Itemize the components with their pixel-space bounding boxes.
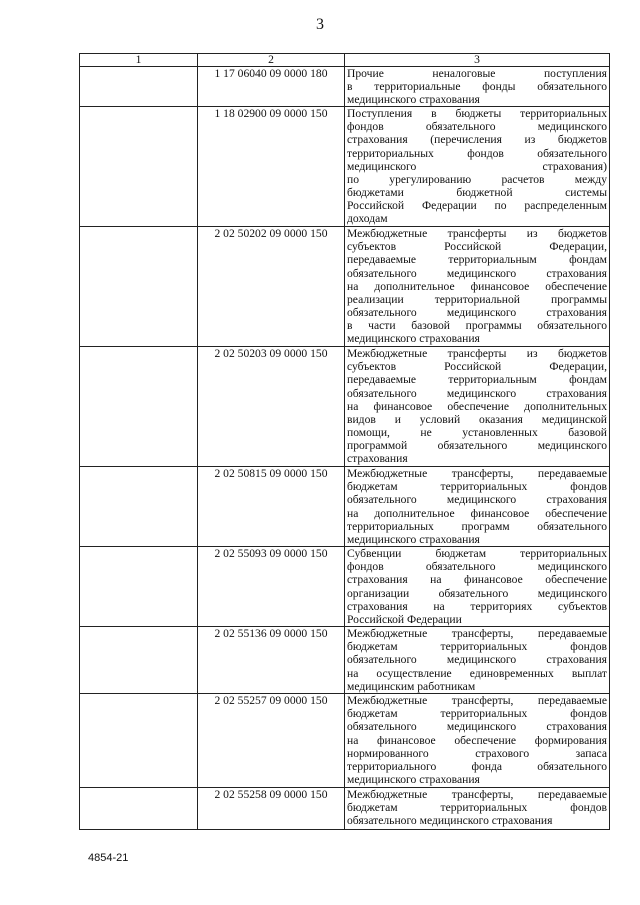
description-line: фондов обязательного медицинского: [347, 120, 607, 134]
header-col-1: 1: [80, 54, 198, 67]
description-cell: [345, 467, 610, 547]
table-row: [80, 467, 610, 547]
table-row: [80, 67, 610, 107]
document-number: 4854-21: [88, 852, 129, 864]
description-line: медицинским работникам: [347, 679, 476, 693]
description-line: медицинского страхования: [347, 332, 480, 346]
description-cell: [345, 627, 610, 694]
description-line: территориального фонда обязательного: [347, 759, 607, 773]
description-line: нормированного страхового запаса: [347, 746, 607, 760]
table-row: [80, 347, 610, 467]
cell-col-1: [80, 627, 198, 694]
header-col-2: 2: [198, 54, 345, 67]
table-row: [80, 627, 610, 694]
budget-code-cell: 2 02 55258 09 0000 150: [198, 788, 345, 830]
table-row: [80, 694, 610, 788]
description-line: бюджетам территориальных фондов: [347, 707, 607, 721]
description-line: Субвенции бюджетам территориальных: [347, 547, 607, 561]
page-number: 3: [316, 16, 324, 33]
description-line: субъектов Российской Федерации,: [347, 240, 607, 254]
description-line: по урегулированию расчетов между: [347, 172, 607, 186]
table-row: [80, 547, 610, 627]
table-row: [80, 227, 610, 347]
description-line: территориальных фондов обязательного: [347, 146, 607, 160]
description-line: Российской Федерации по распределенным: [347, 198, 607, 212]
description-line: в части базовой программы обязательного: [347, 318, 607, 332]
description-line: Межбюджетные трансферты, передаваемые: [347, 627, 607, 641]
description-line: Межбюджетные трансферты из бюджетов: [347, 227, 607, 241]
description-line: реализации территориальной программы: [347, 292, 607, 306]
description-line: на дополнительное финансовое обеспечение: [347, 279, 607, 293]
description-line: субъектов Российской Федерации,: [347, 360, 607, 374]
description-line: обязательного медицинского страхования: [347, 305, 607, 319]
description-line: Российской Федерации: [347, 612, 462, 626]
description-line: обязательного медицинского страхования: [347, 386, 607, 400]
table-row: [80, 107, 610, 227]
description-line: Межбюджетные трансферты, передаваемые: [347, 694, 607, 708]
description-line: передаваемые территориальным фондам: [347, 373, 607, 387]
description-cell: [345, 547, 610, 627]
budget-code-cell: 2 02 55136 09 0000 150: [198, 627, 345, 694]
cell-col-1: [80, 467, 198, 547]
description-line: обязательного медицинского страхования: [347, 493, 607, 507]
cell-col-1: [80, 547, 198, 627]
description-line: бюджетам территориальных фондов: [347, 480, 607, 494]
table-header-row: [80, 54, 610, 67]
description-line: на финансовое обеспечение формирования: [347, 733, 607, 747]
description-line: обязательного медицинского страхования: [347, 653, 607, 667]
description-line: Межбюджетные трансферты из бюджетов: [347, 347, 607, 361]
description-line: обязательного медицинского страхования: [347, 814, 553, 828]
budget-codes-table: [79, 53, 610, 830]
description-line: в территориальные фонды обязательного: [347, 80, 607, 94]
budget-code-cell: 1 17 06040 09 0000 180: [198, 67, 345, 107]
cell-col-1: [80, 694, 198, 788]
description-line: на дополнительное финансовое обеспечение: [347, 506, 607, 520]
description-line: медицинского страхования: [347, 532, 480, 546]
description-cell: [345, 347, 610, 467]
description-line: территориальных программ обязательного: [347, 519, 607, 533]
description-line: программой обязательного медицинского: [347, 438, 607, 452]
description-line: медицинского страхования): [347, 159, 607, 173]
description-line: фондов обязательного медицинского: [347, 560, 607, 574]
description-line: видов и условий оказания медицинской: [347, 412, 607, 426]
description-line: на финансовое обеспечение дополнительных: [347, 399, 607, 413]
budget-code-cell: 2 02 50203 09 0000 150: [198, 347, 345, 467]
budget-code-cell: 2 02 55257 09 0000 150: [198, 694, 345, 788]
cell-col-1: [80, 788, 198, 830]
budget-code-cell: 2 02 50815 09 0000 150: [198, 467, 345, 547]
description-line: страхования на финансовое обеспечение: [347, 573, 607, 587]
description-cell: [345, 694, 610, 788]
description-line: на осуществление единовременных выплат: [347, 666, 607, 680]
description-line: бюджетам территориальных фондов: [347, 801, 607, 815]
description-line: медицинского страхования: [347, 93, 480, 107]
description-line: Поступления в бюджеты территориальных: [347, 107, 607, 121]
description-line: организации обязательного медицинского: [347, 586, 607, 600]
description-line: Прочие неналоговые поступления: [347, 67, 607, 80]
description-line: бюджетами бюджетной системы: [347, 185, 607, 199]
budget-code-cell: 2 02 55093 09 0000 150: [198, 547, 345, 627]
description-cell: [345, 788, 610, 830]
description-line: обязательного медицинского страхования: [347, 266, 607, 280]
cell-col-1: [80, 347, 198, 467]
description-line: бюджетам территориальных фондов: [347, 640, 607, 654]
description-cell: [345, 227, 610, 347]
description-line: медицинского страхования: [347, 772, 480, 786]
description-cell: [345, 107, 610, 227]
cell-col-1: [80, 107, 198, 227]
budget-code-cell: 1 18 02900 09 0000 150: [198, 107, 345, 227]
cell-col-1: [80, 227, 198, 347]
description-line: доходам: [347, 212, 388, 226]
budget-code-cell: 2 02 50202 09 0000 150: [198, 227, 345, 347]
description-line: передаваемые территориальным фондам: [347, 253, 607, 267]
description-cell: [345, 67, 610, 107]
description-line: Межбюджетные трансферты, передаваемые: [347, 788, 607, 802]
table-row: [80, 788, 610, 830]
description-line: Межбюджетные трансферты, передаваемые: [347, 467, 607, 481]
header-col-3: 3: [345, 54, 610, 67]
description-line: страхования на территориях субъектов: [347, 599, 607, 613]
cell-col-1: [80, 67, 198, 107]
description-line: обязательного медицинского страхования: [347, 720, 607, 734]
description-line: помощи, не установленных базовой: [347, 425, 607, 439]
description-line: страхования: [347, 452, 408, 466]
description-line: страхования (перечисления из бюджетов: [347, 133, 607, 147]
